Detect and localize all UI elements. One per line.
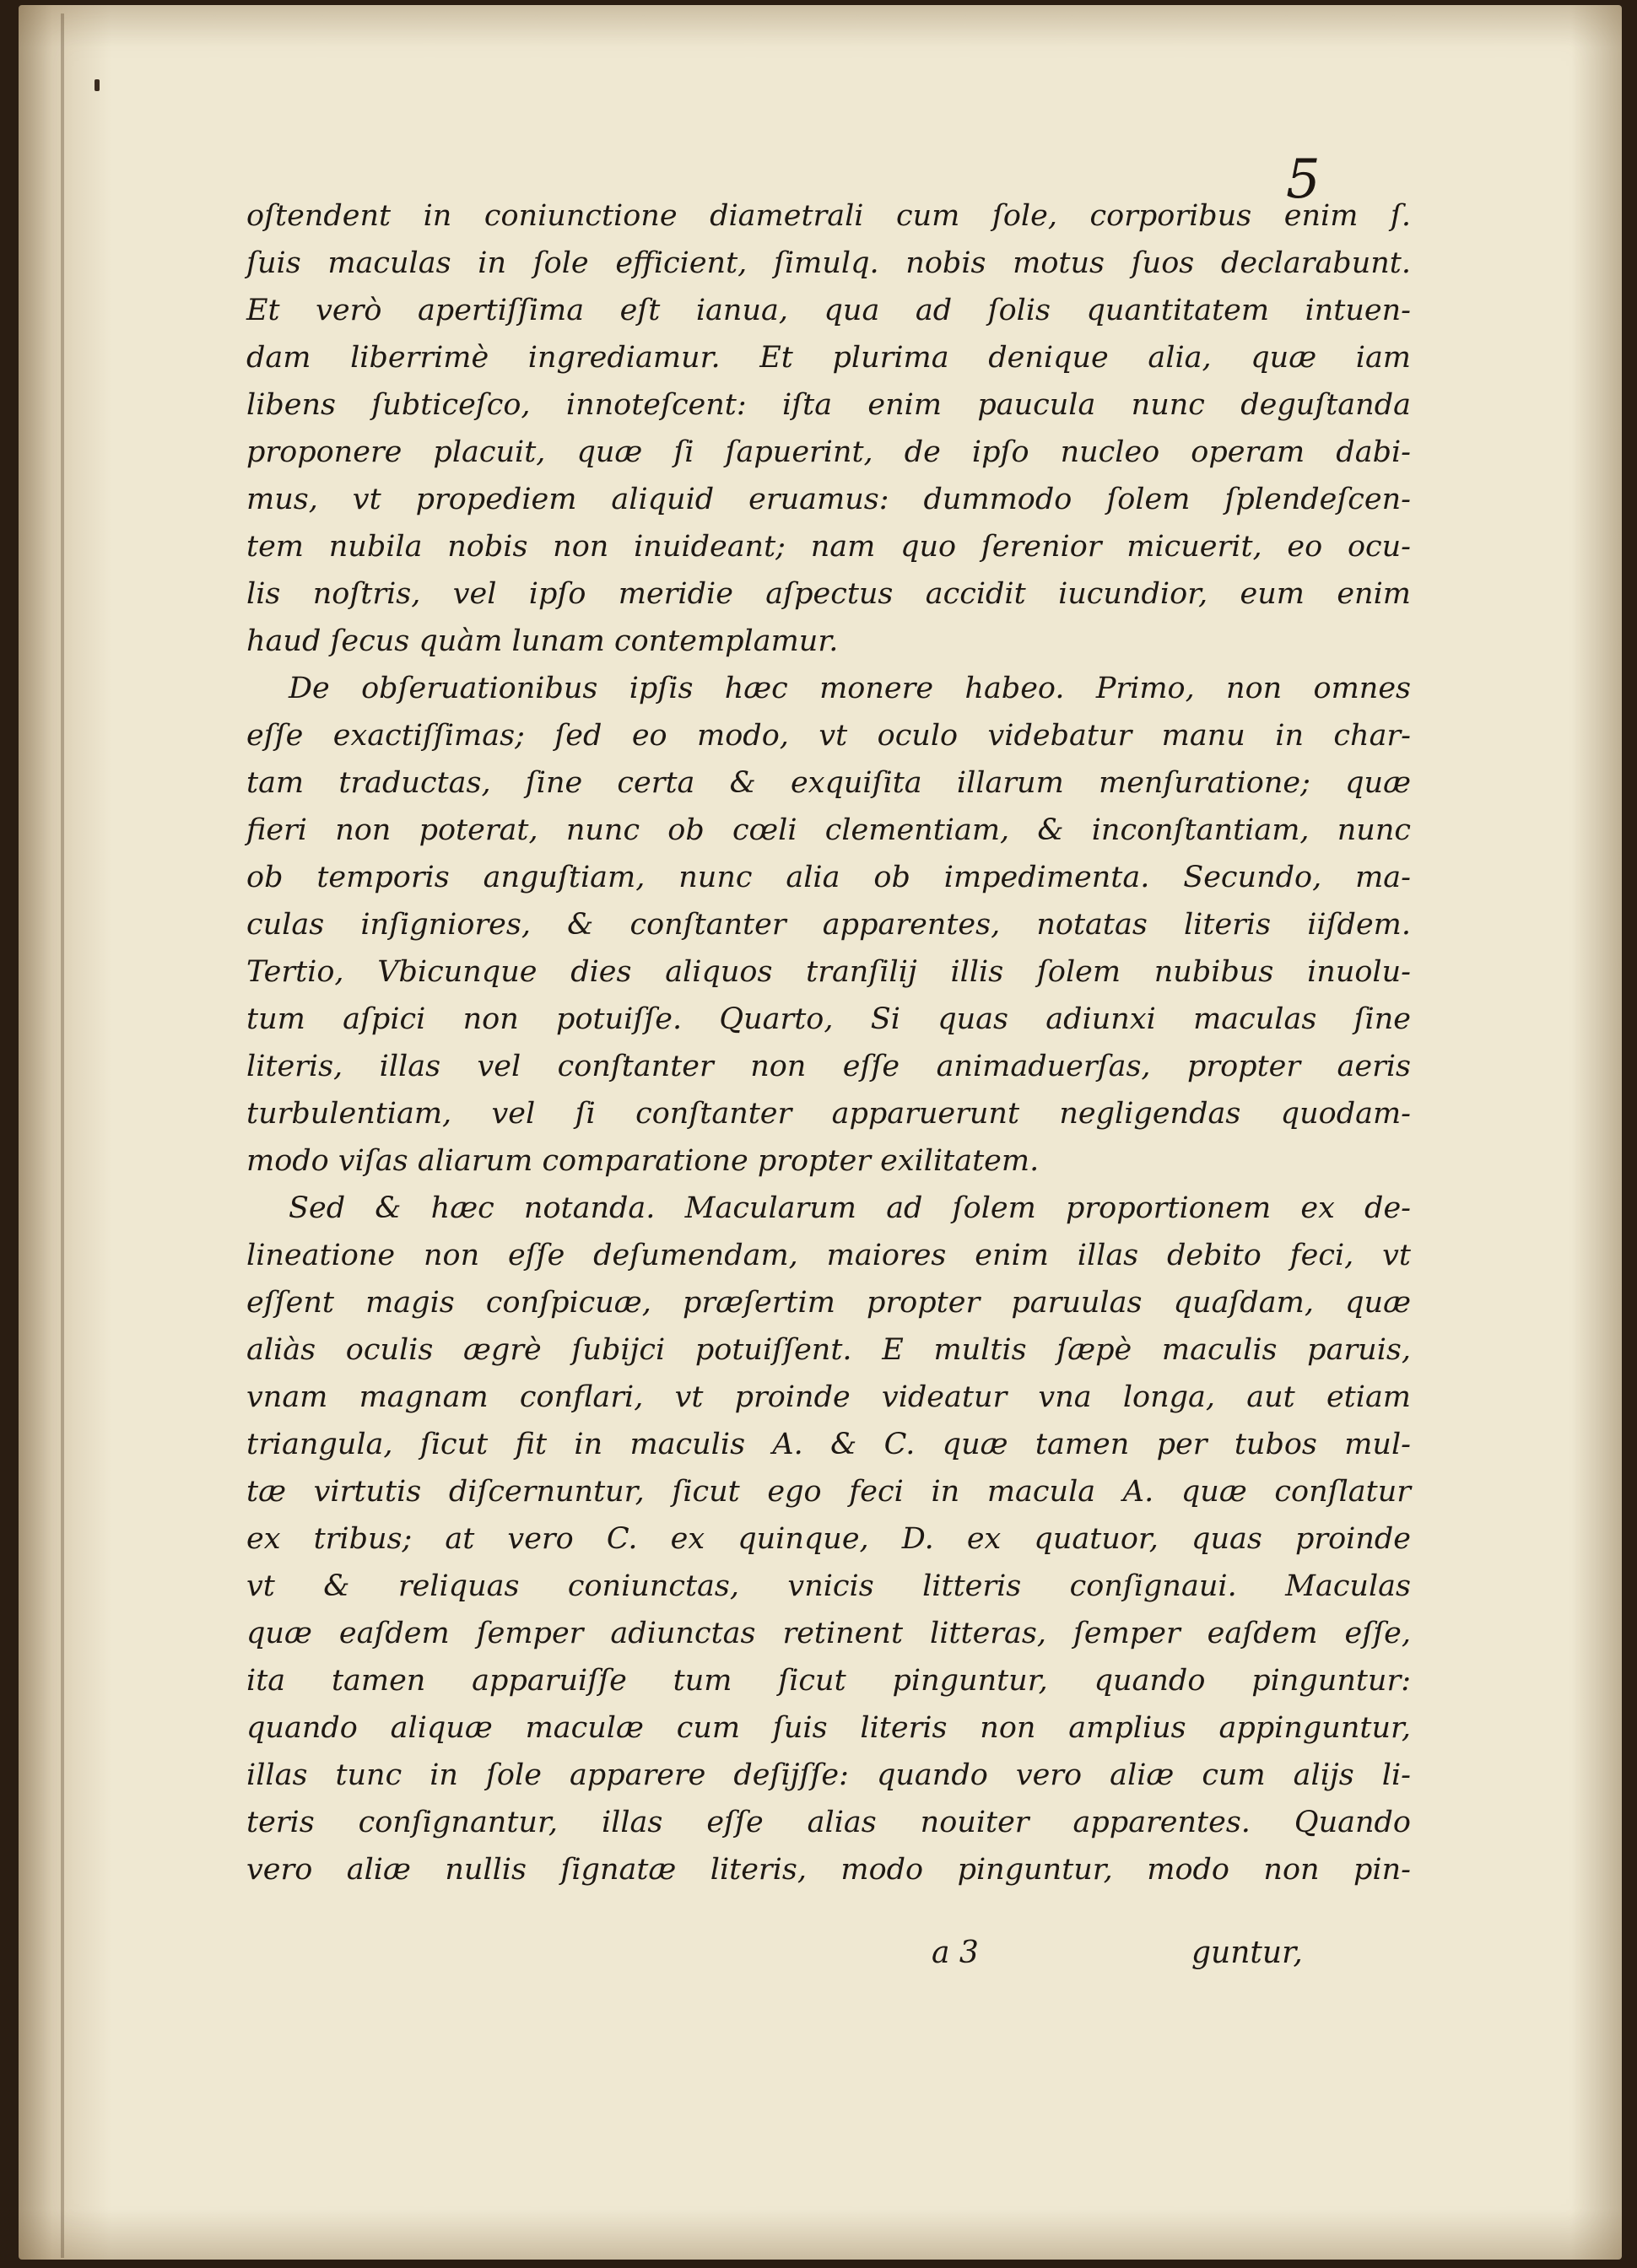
paragraph-start-line: Sed & hæc notanda. Macularum ad ſolem proportionem ex de- (289, 1191, 1411, 1225)
text-line: modo viſas aliarum comparatione propter exilitatem. (246, 1144, 1040, 1178)
text-line: literis, illas vel conſtanter non eſſe animaduerſas, propter aeris (246, 1050, 1411, 1083)
page-number: 5 (1286, 148, 1321, 211)
signature-mark: a 3 (932, 1936, 979, 1970)
margin-mark (95, 79, 100, 91)
text-line: ita tamen apparuiſſe tum ſicut pinguntur, quando pinguntur: (246, 1664, 1411, 1698)
text-line: eſſent magis conſpicuæ, præſertim propter paruulas quaſdam, quæ (246, 1286, 1411, 1320)
text-line: tæ virtutis diſcernuntur, ſicut ego feci in macula A. quæ conſlatur (246, 1475, 1411, 1509)
text-line: dam liberrimè ingrediamur. Et plurima denique alia, quæ iam (246, 341, 1411, 375)
text-line: libens ſubticeſco, innoteſcent: iſta enim paucula nunc deguſtanda (246, 388, 1411, 422)
text-line: haud ſecus quàm lunam contemplamur. (246, 624, 839, 658)
book-page (19, 5, 1622, 2260)
text-line: oſtendent in coniunctione diametrali cum ſole, corporibus enim ſ. (246, 199, 1411, 233)
text-line: ob temporis anguſtiam, nunc alia ob impedimenta. Secundo, ma- (246, 861, 1411, 894)
text-line: mus, vt propediem aliquid eruamus: dummodo ſolem ſplendeſcen- (246, 483, 1411, 516)
text-line: tum aſpici non potuiſſe. Quarto, Si quas adiunxi maculas ſine (246, 1002, 1411, 1036)
text-line: turbulentiam, vel ſi conſtanter apparuerunt negligendas quodam- (246, 1097, 1411, 1131)
text-line: illas tunc in ſole apparere deſijſſe: quando vero aliæ cum alijs li- (246, 1758, 1411, 1792)
catchword: guntur, (1191, 1936, 1303, 1970)
text-line: vt & reliquas coniunctas, vnicis litteris conſignaui. Maculas (246, 1569, 1411, 1603)
text-line: aliàs oculis ægrè ſubijci potuiſſent. E multis ſæpè maculis paruis, (246, 1333, 1411, 1367)
text-line: ſuis maculas in ſole efficient, ſimulq. nobis motus ſuos declarabunt. (246, 246, 1411, 280)
text-line: Tertio, Vbicunque dies aliquos tranſilij illis ſolem nubibus inuolu- (246, 955, 1411, 989)
text-line: tem nubila nobis non inuideant; nam quo ſerenior micuerit, eo ocu- (246, 530, 1411, 564)
page-gutter (61, 14, 64, 2258)
text-line: Et verò apertiſſima eſt ianua, qua ad ſolis quantitatem intuen- (246, 294, 1411, 327)
text-line: proponere placuit, quæ ſi ſapuerint, de ipſo nucleo operam dabi- (246, 435, 1411, 469)
paragraph-start-line: De obſeruationibus ipſis hæc monere habeo. Primo, non omnes (289, 672, 1411, 705)
text-line: quæ eaſdem ſemper adiunctas retinent litteras, ſemper eaſdem eſſe, (246, 1617, 1411, 1650)
text-line: ex tribus; at vero C. ex quinque, D. ex quatuor, quas proinde (246, 1522, 1411, 1556)
text-line: fieri non poterat, nunc ob cœli clementiam, & inconſtantiam, nunc (246, 813, 1411, 847)
text-line: quando aliquæ maculæ cum ſuis literis non amplius appinguntur, (246, 1711, 1411, 1745)
text-line: eſſe exactiſſimas; ſed eo modo, vt oculo videbatur manu in char- (246, 719, 1411, 753)
text-line: triangula, ſicut fit in maculis A. & C. quæ tamen per tubos mul- (246, 1428, 1411, 1461)
text-line: vnam magnam conflari, vt proinde videatur vna longa, aut etiam (246, 1380, 1411, 1414)
text-line: tam traductas, ſine certa & exquiſita illarum menſuratione; quæ (246, 766, 1411, 800)
text-line: lis noſtris, vel ipſo meridie aſpectus accidit iucundior, eum enim (246, 577, 1411, 611)
text-line: teris conſignantur, illas eſſe alias nouiter apparentes. Quando (246, 1806, 1411, 1839)
text-line: vero aliæ nullis ſignatæ literis, modo pinguntur, modo non pin- (246, 1853, 1411, 1887)
text-line: culas inſigniores, & conſtanter apparentes, notatas literis iiſdem. (246, 908, 1411, 942)
body-text (246, 192, 1411, 1893)
text-line: lineatione non eſſe deſumendam, maiores enim illas debito feci, vt (246, 1239, 1411, 1272)
